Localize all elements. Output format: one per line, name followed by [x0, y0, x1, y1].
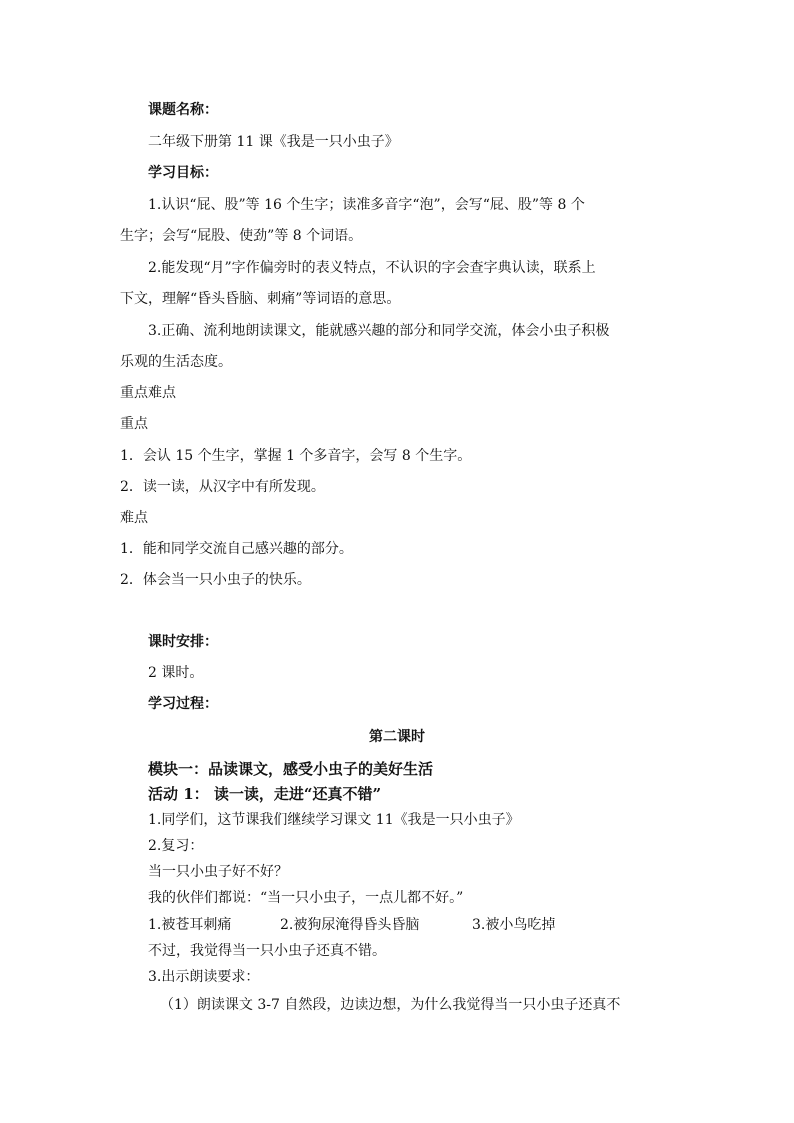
- step-1: 1.同学们，这节课我们继续学习课文 11《我是一只小虫子》: [148, 812, 520, 828]
- reason-2: 2.被狗尿淹得昏头昏脑: [280, 917, 420, 933]
- heading-key-difficult: 重点难点: [120, 385, 176, 401]
- course-name: 二年级下册第 11 课《我是一只小虫子》: [148, 134, 399, 150]
- key-point-1: 1．会认 15 个生字，掌握 1 个多音字，会写 8 个生字。: [120, 448, 472, 464]
- review-question: 当一只小虫子好不好？: [148, 864, 288, 880]
- goal-1-line-1: 1.认识“屁、股”等 16 个生字；读准多音字“泡”，会写“屁、股”等 8 个: [148, 197, 585, 213]
- reason-1: 1.被苍耳刺痛: [148, 917, 232, 933]
- goal-3-line-1: 3.正确、流利地朗读课文，能就感兴趣的部分和同学交流，体会小虫子积极: [148, 323, 610, 339]
- reasons-list: [148, 915, 555, 935]
- goal-1-line-2: 生字；会写“屁股、使劲”等 8 个词语。: [120, 228, 363, 244]
- difficult-point-2: 2．体会当一只小虫子的快乐。: [120, 572, 311, 588]
- heading-key: 重点: [120, 416, 148, 432]
- heading-process: 学习过程：: [148, 696, 218, 712]
- lesson-title: 第二课时: [369, 729, 425, 745]
- heading-course-name: 课题名称：: [148, 102, 218, 118]
- partners-say: 我的伙伴们都说：“当一只小虫子，一点儿都不好。”: [148, 890, 464, 906]
- goal-2-line-2: 下文，理解“昏头昏脑、刺痛”等词语的意思。: [120, 291, 401, 307]
- however-line: 不过，我觉得当一只小虫子还真不错。: [148, 943, 386, 959]
- heading-schedule: 课时安排：: [148, 634, 218, 650]
- heading-difficult: 难点: [120, 510, 148, 526]
- goal-2-line-1: 2.能发现“月”字作偏旁时的表义特点，不认识的字会查字典认读，联系上: [148, 260, 596, 276]
- schedule: 2 课时。: [148, 665, 204, 681]
- difficult-point-1: 1．能和同学交流自己感兴趣的部分。: [120, 541, 353, 557]
- step-2: 2.复习：: [148, 838, 204, 854]
- key-point-2: 2．读一读，从汉字中有所发现。: [120, 479, 325, 495]
- heading-goals: 学习目标：: [148, 165, 218, 181]
- activity-1-title: 活动 1： 读一读，走进“还真不错”: [148, 785, 382, 803]
- reason-3: 3.被小鸟吃掉: [472, 917, 556, 933]
- step-3: 3.出示朗读要求：: [148, 969, 260, 985]
- goal-3-line-2: 乐观的生活态度。: [120, 354, 232, 370]
- module-1-title: 模块一：品读课文，感受小虫子的美好生活: [148, 760, 434, 778]
- requirement-1: （1）朗读课文 3-7 自然段，边读边想，为什么我觉得当一只小虫子还真不: [160, 997, 621, 1013]
